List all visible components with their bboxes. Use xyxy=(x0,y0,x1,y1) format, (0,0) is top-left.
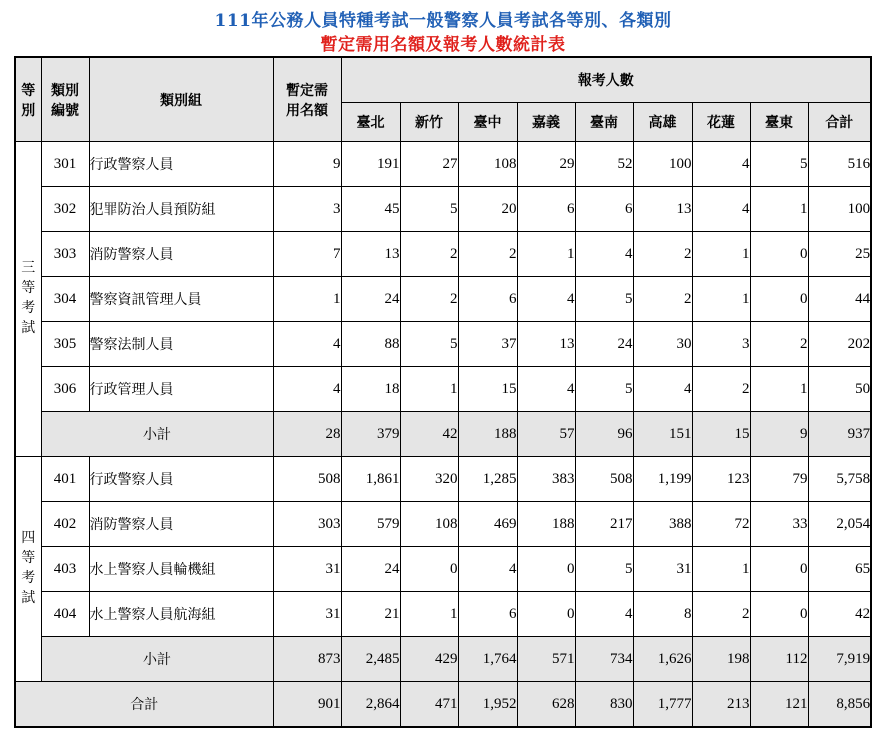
quota-cell: 4 xyxy=(273,322,341,367)
header-category: 類別組 xyxy=(89,57,273,142)
applicant-count-cell: 508 xyxy=(575,457,633,502)
applicant-count-cell: 6 xyxy=(458,592,517,637)
subtotal-row xyxy=(15,412,871,457)
applicant-count-cell: 15 xyxy=(458,367,517,412)
header-region: 合計 xyxy=(808,103,871,142)
table-subtitle: 暫定需用名額及報考人數統計表 xyxy=(320,35,566,55)
applicant-count-cell: 0 xyxy=(750,232,808,277)
total-count-cell: 830 xyxy=(575,682,633,728)
category-cell: 消防警察人員 xyxy=(89,232,273,277)
code-cell: 306 xyxy=(41,367,89,412)
subtotal-count-cell: 198 xyxy=(692,637,750,682)
category-cell: 行政警察人員 xyxy=(89,457,273,502)
header-region: 高雄 xyxy=(633,103,692,142)
applicant-count-cell: 5 xyxy=(575,367,633,412)
table-row xyxy=(15,367,871,412)
table-row xyxy=(15,142,871,187)
applicant-count-cell: 579 xyxy=(341,502,400,547)
code-cell: 402 xyxy=(41,502,89,547)
header-quota: 暫定需用名額 xyxy=(273,57,341,142)
subtotal-quota-cell: 873 xyxy=(273,637,341,682)
applicant-count-cell: 27 xyxy=(400,142,458,187)
applicant-count-cell: 516 xyxy=(808,142,871,187)
applicant-count-cell: 100 xyxy=(808,187,871,232)
applicant-count-cell: 31 xyxy=(633,547,692,592)
quota-cell: 303 xyxy=(273,502,341,547)
applicant-count-cell: 13 xyxy=(517,322,575,367)
subtotal-count-cell: 2,485 xyxy=(341,637,400,682)
applicant-count-cell: 217 xyxy=(575,502,633,547)
quota-cell: 9 xyxy=(273,142,341,187)
applicant-count-cell: 2 xyxy=(692,367,750,412)
total-count-cell: 121 xyxy=(750,682,808,728)
table-row xyxy=(15,457,871,502)
applicant-count-cell: 0 xyxy=(400,547,458,592)
total-count-cell: 1,952 xyxy=(458,682,517,728)
applicant-count-cell: 1 xyxy=(400,367,458,412)
applicant-count-cell: 2 xyxy=(458,232,517,277)
subtotal-count-cell: 734 xyxy=(575,637,633,682)
applicant-count-cell: 4 xyxy=(633,367,692,412)
applicant-count-cell: 2,054 xyxy=(808,502,871,547)
applicant-count-cell: 2 xyxy=(633,232,692,277)
subtotal-count-cell: 1,764 xyxy=(458,637,517,682)
applicant-count-cell: 65 xyxy=(808,547,871,592)
applicant-count-cell: 24 xyxy=(341,547,400,592)
quota-cell: 31 xyxy=(273,547,341,592)
table-row xyxy=(15,187,871,232)
applicant-count-cell: 4 xyxy=(692,142,750,187)
applicant-count-cell: 191 xyxy=(341,142,400,187)
subtotal-count-cell: 7,919 xyxy=(808,637,871,682)
applicant-count-cell: 123 xyxy=(692,457,750,502)
applicant-count-cell: 1 xyxy=(750,367,808,412)
applicant-count-cell: 188 xyxy=(517,502,575,547)
subtotal-count-cell: 57 xyxy=(517,412,575,457)
quota-cell: 31 xyxy=(273,592,341,637)
applicant-count-cell: 108 xyxy=(458,142,517,187)
applicant-count-cell: 1 xyxy=(692,547,750,592)
code-cell: 304 xyxy=(41,277,89,322)
applicant-count-cell: 45 xyxy=(341,187,400,232)
applicant-count-cell: 72 xyxy=(692,502,750,547)
level-cell xyxy=(15,457,41,682)
header-region: 花蓮 xyxy=(692,103,750,142)
applicant-count-cell: 383 xyxy=(517,457,575,502)
applicant-count-cell: 388 xyxy=(633,502,692,547)
code-cell: 301 xyxy=(41,142,89,187)
applicant-count-cell: 5 xyxy=(400,187,458,232)
total-count-cell: 1,777 xyxy=(633,682,692,728)
applicant-count-cell: 13 xyxy=(341,232,400,277)
applicant-count-cell: 18 xyxy=(341,367,400,412)
subtotal-row xyxy=(15,637,871,682)
applicant-count-cell: 8 xyxy=(633,592,692,637)
applicant-count-cell: 6 xyxy=(458,277,517,322)
applicant-count-cell: 6 xyxy=(517,187,575,232)
header-region: 臺南 xyxy=(575,103,633,142)
applicant-count-cell: 4 xyxy=(692,187,750,232)
applicant-count-cell: 1 xyxy=(750,187,808,232)
subtotal-count-cell: 15 xyxy=(692,412,750,457)
applicant-count-cell: 33 xyxy=(750,502,808,547)
applicant-count-cell: 44 xyxy=(808,277,871,322)
subtotal-quota-cell: 28 xyxy=(273,412,341,457)
applicant-count-cell: 13 xyxy=(633,187,692,232)
applicant-count-cell: 4 xyxy=(575,232,633,277)
applicant-count-cell: 79 xyxy=(750,457,808,502)
subtotal-count-cell: 9 xyxy=(750,412,808,457)
applicant-count-cell: 4 xyxy=(458,547,517,592)
category-cell: 水上警察人員輪機組 xyxy=(89,547,273,592)
applicant-count-cell: 6 xyxy=(575,187,633,232)
category-cell: 水上警察人員航海組 xyxy=(89,592,273,637)
applicant-count-cell: 0 xyxy=(750,277,808,322)
code-cell: 303 xyxy=(41,232,89,277)
applicant-count-cell: 88 xyxy=(341,322,400,367)
quota-cell: 508 xyxy=(273,457,341,502)
total-label: 合計 xyxy=(15,682,273,728)
applicant-count-cell: 29 xyxy=(517,142,575,187)
applicant-count-cell: 1 xyxy=(692,232,750,277)
code-cell: 403 xyxy=(41,547,89,592)
applicant-count-cell: 5 xyxy=(575,277,633,322)
applicant-count-cell: 0 xyxy=(750,592,808,637)
subtotal-count-cell: 42 xyxy=(400,412,458,457)
subtotal-label: 小計 xyxy=(41,637,273,682)
category-cell: 行政警察人員 xyxy=(89,142,273,187)
subtotal-count-cell: 151 xyxy=(633,412,692,457)
applicant-count-cell: 5,758 xyxy=(808,457,871,502)
quota-cell: 4 xyxy=(273,367,341,412)
applicant-count-cell: 5 xyxy=(750,142,808,187)
code-cell: 404 xyxy=(41,592,89,637)
total-count-cell: 628 xyxy=(517,682,575,728)
quota-cell: 3 xyxy=(273,187,341,232)
applicant-count-cell: 5 xyxy=(575,547,633,592)
subtotal-count-cell: 379 xyxy=(341,412,400,457)
applicant-count-cell: 1,199 xyxy=(633,457,692,502)
applicant-count-cell: 2 xyxy=(692,592,750,637)
applicant-count-cell: 25 xyxy=(808,232,871,277)
code-cell: 305 xyxy=(41,322,89,367)
level-cell xyxy=(15,142,41,457)
table-row xyxy=(15,547,871,592)
subtotal-count-cell: 1,626 xyxy=(633,637,692,682)
category-cell: 警察法制人員 xyxy=(89,322,273,367)
applicant-count-cell: 2 xyxy=(400,232,458,277)
applicant-count-cell: 20 xyxy=(458,187,517,232)
applicant-count-cell: 1 xyxy=(692,277,750,322)
applicant-count-cell: 2 xyxy=(400,277,458,322)
applicant-count-cell: 469 xyxy=(458,502,517,547)
header-region: 臺中 xyxy=(458,103,517,142)
applicant-count-cell: 100 xyxy=(633,142,692,187)
code-cell: 302 xyxy=(41,187,89,232)
statistics-table xyxy=(14,56,872,728)
applicant-count-cell: 30 xyxy=(633,322,692,367)
subtotal-count-cell: 937 xyxy=(808,412,871,457)
header-region: 嘉義 xyxy=(517,103,575,142)
applicant-count-cell: 202 xyxy=(808,322,871,367)
header-code: 類別編號 xyxy=(41,57,89,142)
applicant-count-cell: 0 xyxy=(517,592,575,637)
table-row xyxy=(15,277,871,322)
applicant-count-cell: 1 xyxy=(517,232,575,277)
header-region: 新竹 xyxy=(400,103,458,142)
applicant-count-cell: 4 xyxy=(517,367,575,412)
total-quota-cell: 901 xyxy=(273,682,341,728)
applicant-count-cell: 52 xyxy=(575,142,633,187)
total-count-cell: 8,856 xyxy=(808,682,871,728)
applicant-count-cell: 24 xyxy=(341,277,400,322)
applicant-count-cell: 108 xyxy=(400,502,458,547)
table-row xyxy=(15,592,871,637)
category-cell: 警察資訊管理人員 xyxy=(89,277,273,322)
applicant-count-cell: 320 xyxy=(400,457,458,502)
applicant-count-cell: 42 xyxy=(808,592,871,637)
applicant-count-cell: 2 xyxy=(750,322,808,367)
applicant-count-cell: 5 xyxy=(400,322,458,367)
header-region: 臺東 xyxy=(750,103,808,142)
category-cell: 行政管理人員 xyxy=(89,367,273,412)
level-label: 三等考試 xyxy=(21,261,36,336)
subtotal-count-cell: 112 xyxy=(750,637,808,682)
table-row xyxy=(15,232,871,277)
table-row xyxy=(15,322,871,367)
table-title: 111年公務人員特種考試一般警察人員考試各等別、各類別 xyxy=(214,11,672,31)
category-cell: 消防警察人員 xyxy=(89,502,273,547)
applicant-count-cell: 2 xyxy=(633,277,692,322)
table-row xyxy=(15,502,871,547)
applicant-count-cell: 21 xyxy=(341,592,400,637)
total-count-cell: 2,864 xyxy=(341,682,400,728)
applicant-count-cell: 1,861 xyxy=(341,457,400,502)
subtotal-count-cell: 188 xyxy=(458,412,517,457)
quota-cell: 7 xyxy=(273,232,341,277)
category-cell: 犯罪防治人員預防組 xyxy=(89,187,273,232)
header-level: 等別 xyxy=(15,57,41,142)
applicant-count-cell: 3 xyxy=(692,322,750,367)
total-count-cell: 213 xyxy=(692,682,750,728)
subtotal-count-cell: 571 xyxy=(517,637,575,682)
code-cell: 401 xyxy=(41,457,89,502)
applicant-count-cell: 1 xyxy=(400,592,458,637)
subtotal-count-cell: 96 xyxy=(575,412,633,457)
total-row xyxy=(15,682,871,728)
applicant-count-cell: 24 xyxy=(575,322,633,367)
applicant-count-cell: 4 xyxy=(575,592,633,637)
applicant-count-cell: 1,285 xyxy=(458,457,517,502)
level-label: 四等考試 xyxy=(21,531,36,606)
applicant-count-cell: 0 xyxy=(517,547,575,592)
subtotal-count-cell: 429 xyxy=(400,637,458,682)
quota-cell: 1 xyxy=(273,277,341,322)
applicant-count-cell: 37 xyxy=(458,322,517,367)
total-count-cell: 471 xyxy=(400,682,458,728)
applicant-count-cell: 4 xyxy=(517,277,575,322)
header-applicants: 報考人數 xyxy=(341,57,871,103)
applicant-count-cell: 0 xyxy=(750,547,808,592)
subtotal-label: 小計 xyxy=(41,412,273,457)
header-region: 臺北 xyxy=(341,103,400,142)
applicant-count-cell: 50 xyxy=(808,367,871,412)
